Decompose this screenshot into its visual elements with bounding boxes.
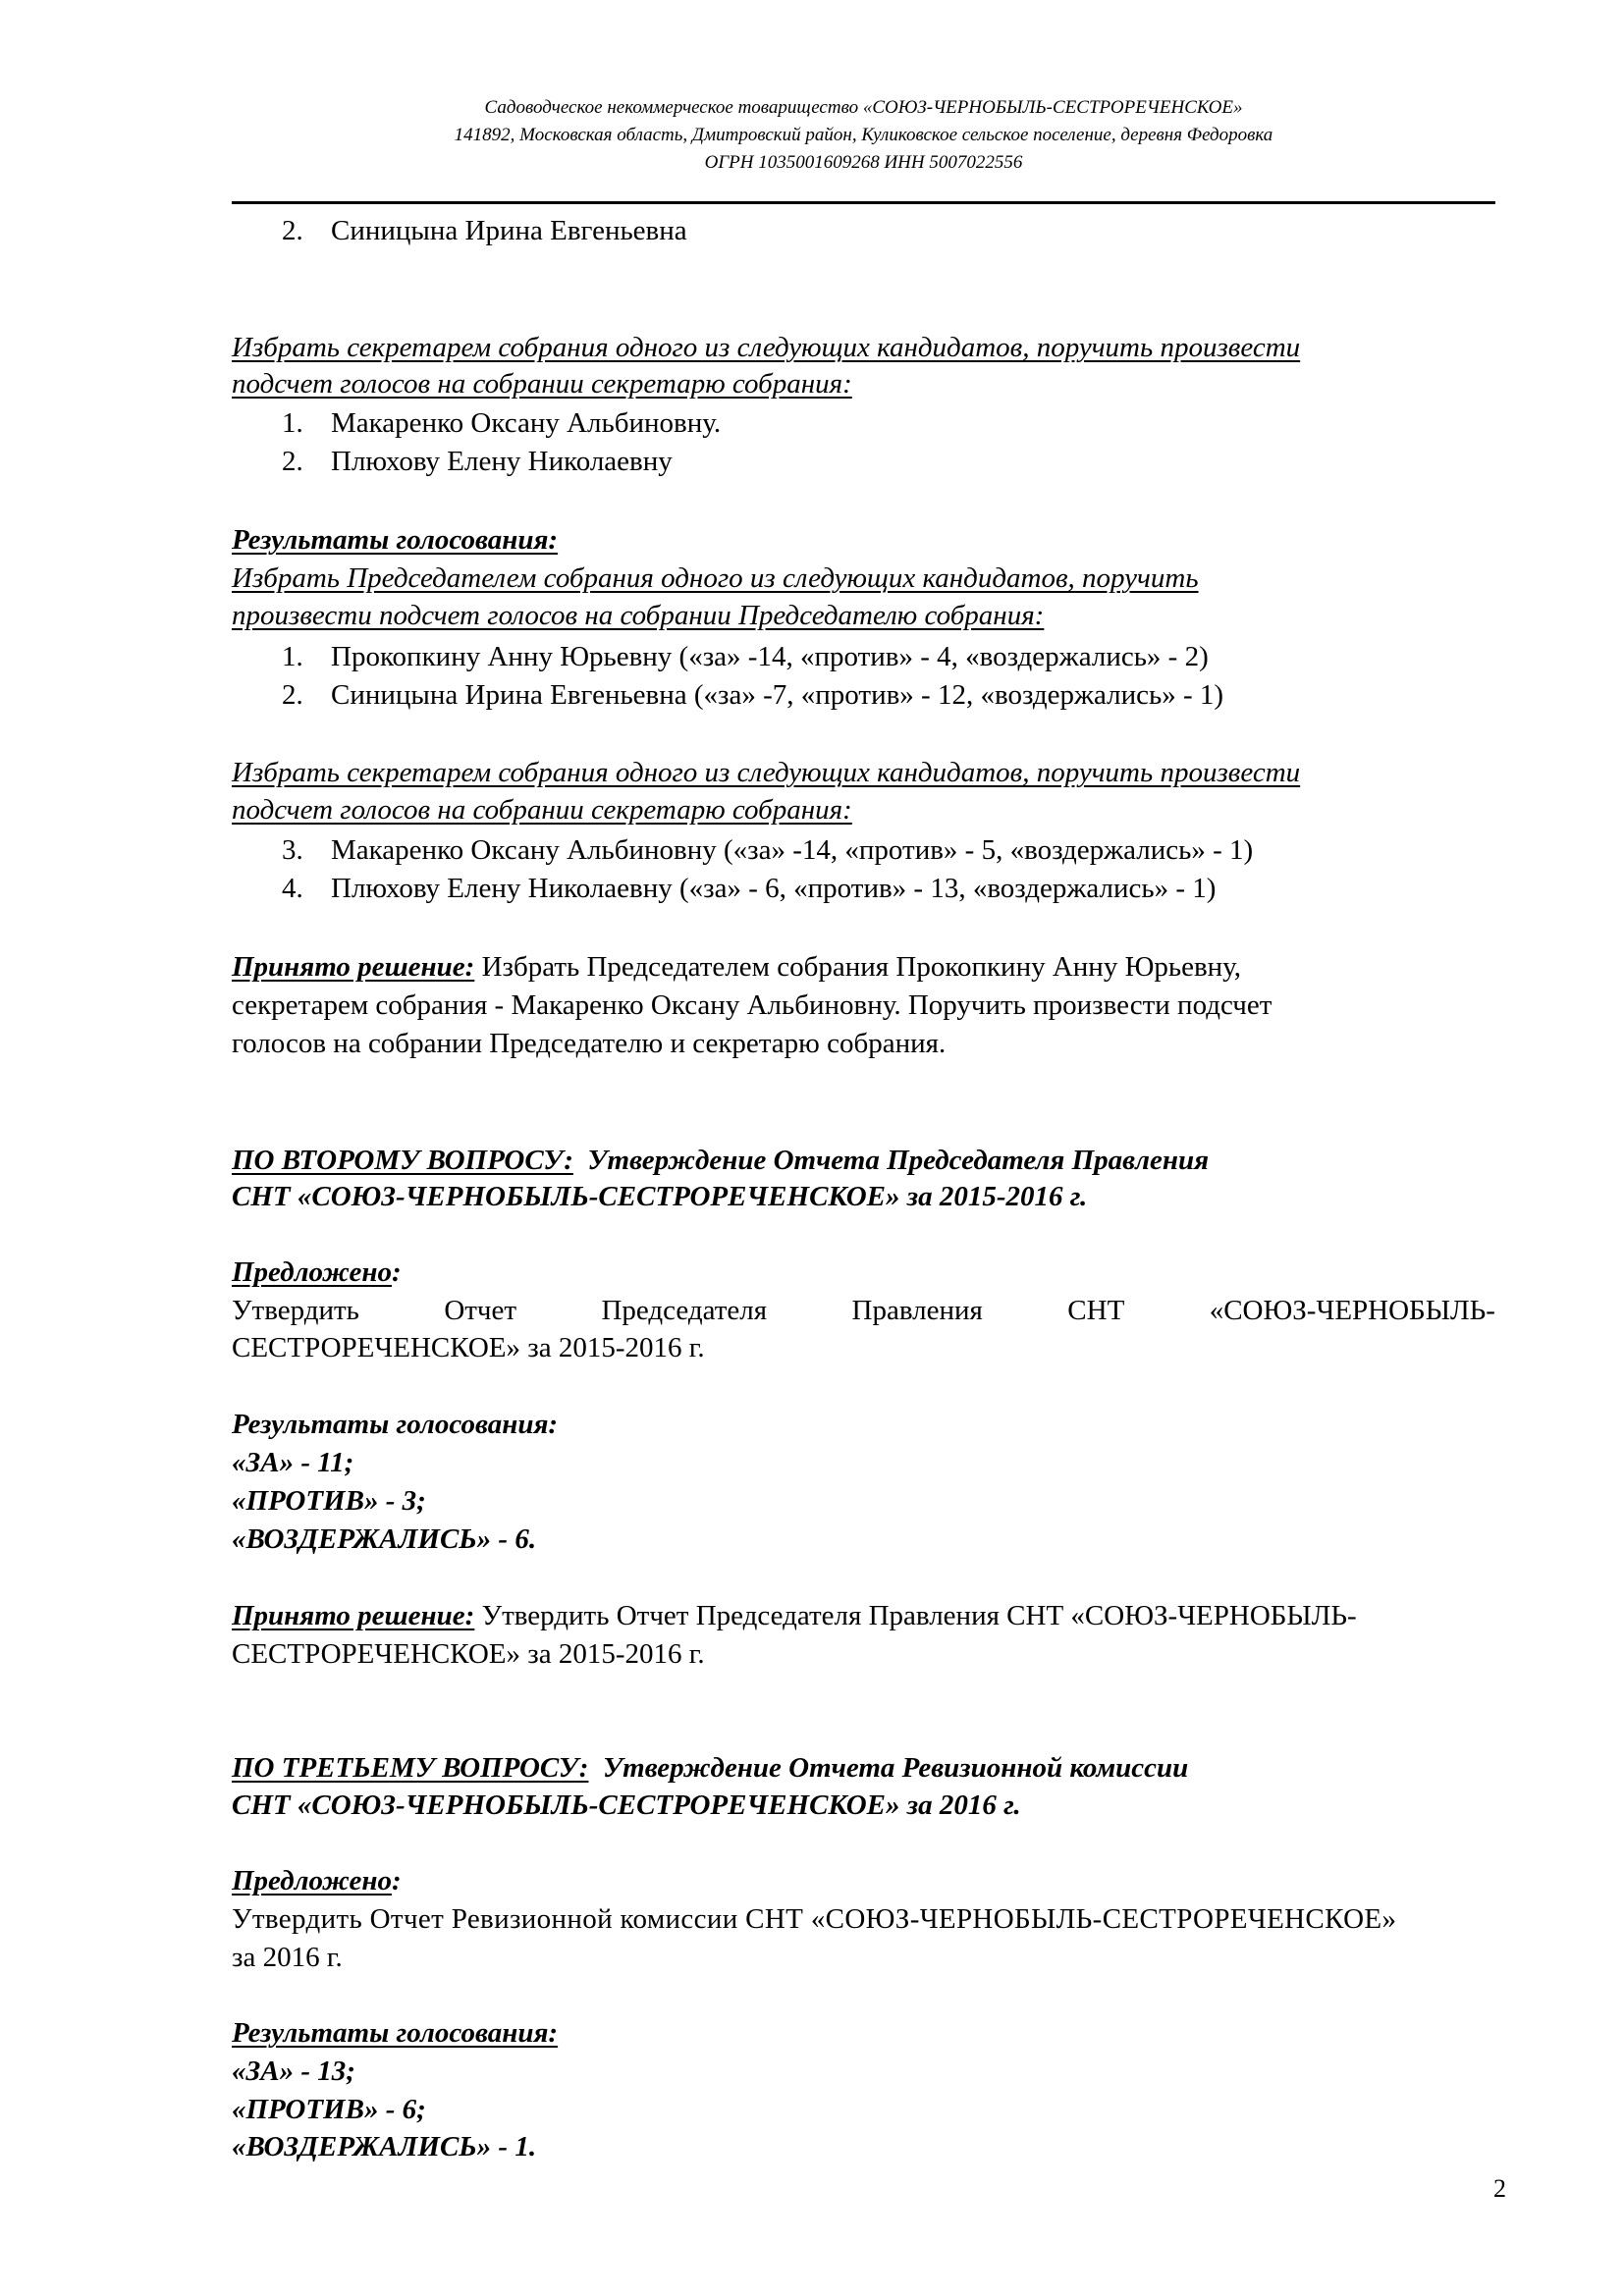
decision-text: Утвердить Отчет Председателя Правления СНТ «СОЮЗ-ЧЕРНОБЫЛЬ- <box>474 1600 1357 1631</box>
header-divider <box>232 201 1495 204</box>
list-item <box>282 831 1253 869</box>
list-item-text: Синицына Ирина Евгеньевна («за» -7, «против» - 12, «воздержались» - 1) <box>331 679 1224 711</box>
proposed-label: Предложено <box>232 1865 392 1896</box>
proposed-word: Отчет <box>444 1295 517 1326</box>
header-org-name: Садоводческое некоммерческое товарищество «СОЮЗ-ЧЕРНОБЫЛЬ-СЕСТРОРЕЧЕНСКОЕ» <box>484 97 1243 118</box>
question-2-proposed-heading <box>232 1254 402 1291</box>
list-item <box>282 404 721 442</box>
list-item <box>282 443 673 480</box>
list-item-text: Макаренко Оксану Альбиновну. <box>331 407 722 439</box>
vote-abstained: «ВОЗДЕРЖАЛИСЬ» - 6. <box>232 1523 537 1555</box>
voting-results-title: Результаты голосования: <box>232 524 559 556</box>
list-item-text: Плюхову Елену Николаевну <box>331 446 673 477</box>
list-item <box>282 676 1223 714</box>
question-2-title: Утверждение Отчета Председателя Правления <box>572 1145 1210 1176</box>
secretary-proposal-heading-1: Избрать секретарем собрания одного из следующих кандидатов, поручить произвести <box>232 332 1301 363</box>
list-item-text: Макаренко Оксану Альбиновну («за» -14, «против» - 5, «воздержались» - 1) <box>331 834 1254 866</box>
vote-abstained: «ВОЗДЕРЖАЛИСЬ» - 1. <box>232 2131 537 2163</box>
proposed-word: Правления <box>851 1295 983 1326</box>
vote-against: «ПРОТИВ» - 3; <box>232 1485 426 1517</box>
header-address: 141892, Московская область, Дмитровский район, Куликовское сельское поселение, деревня Федоровка <box>454 125 1273 145</box>
list-item-number: 4. <box>282 873 303 904</box>
chair-heading-2: произвести подсчет голосов на собрании Председателю собрания: <box>232 600 1045 631</box>
list-item-number: 2. <box>282 215 303 246</box>
question-3-proposed-line-1: Утвердить Отчет Ревизионной комиссии СНТ «СОЮЗ-ЧЕРНОБЫЛЬ-СЕСТРОРЕЧЕНСКОЕ» <box>232 1903 1397 1935</box>
chair-heading-1: Избрать Председателем собрания одного из следующих кандидатов, поручить <box>232 562 1199 594</box>
list-item-text: Прокопкину Анну Юрьевну («за» -14, «против» - 4, «воздержались» - 2) <box>331 641 1209 672</box>
list-item-number: 2. <box>282 679 303 711</box>
question-2-heading-line-2: СНТ «СОЮЗ-ЧЕРНОБЫЛЬ-СЕСТРОРЕЧЕНСКОЕ» за 2015-2016 г. <box>232 1181 1088 1212</box>
list-item-number: 1. <box>282 641 303 672</box>
proposed-label: Предложено <box>232 1256 392 1288</box>
question-3-title: Утверждение Отчета Ревизионной комиссии <box>588 1752 1189 1784</box>
decision-paragraph-line-2: секретарем собрания - Макаренко Оксану Альбиновну. Поручить произвести подсчет <box>232 989 1272 1021</box>
proposed-word: Утвердить <box>232 1295 359 1326</box>
page-number: 2 <box>1493 2174 1506 2203</box>
question-3-results-title: Результаты голосования: <box>232 2017 559 2049</box>
question-3-heading-line-1 <box>232 1749 1188 1787</box>
list-item-text: Плюхову Елену Николаевну («за» - 6, «против» - 13, «воздержались» - 1) <box>331 873 1217 904</box>
question-2-results-title: Результаты голосования: <box>232 1409 559 1440</box>
list-item-number: 1. <box>282 407 303 439</box>
vote-for: «ЗА» - 11; <box>232 1447 354 1478</box>
question-2-proposed-line-2: СЕСТРОРЕЧЕНСКОЕ» за 2015-2016 г. <box>232 1332 705 1363</box>
list-item <box>282 870 1216 907</box>
secretary-heading-2: подсчет голосов на собрании секретарю собрания: <box>232 794 852 826</box>
question-3-proposed-heading <box>232 1862 402 1899</box>
list-item-text: Синицына Ирина Евгеньевна <box>331 215 687 246</box>
decision-text: Избрать Председателем собрания Прокопкину Анну Юрьевну, <box>474 951 1242 983</box>
question-2-decision-line-1 <box>232 1597 1357 1634</box>
question-3-label: ПО ТРЕТЬЕМУ ВОПРОСУ: <box>232 1752 589 1784</box>
proposed-word: «СОЮЗ-ЧЕРНОБЫЛЬ- <box>1209 1295 1495 1326</box>
header-registration-ids: ОГРН 1035001609268 ИНН 5007022556 <box>704 152 1023 173</box>
list-item-number: 2. <box>282 446 303 477</box>
secretary-heading-1: Избрать секретарем собрания одного из следующих кандидатов, поручить произвести <box>232 757 1301 788</box>
decision-label: Принято решение: <box>232 951 475 983</box>
secretary-proposal-heading-2: подсчет голосов на собрании секретарю собрания: <box>232 368 852 400</box>
list-item-number: 3. <box>282 834 303 866</box>
proposed-word: Председателя <box>601 1295 768 1326</box>
question-2-decision-line-2: СЕСТРОРЕЧЕНСКОЕ» за 2015-2016 г. <box>232 1638 705 1670</box>
question-3-heading-line-2: СНТ «СОЮЗ-ЧЕРНОБЫЛЬ-СЕСТРОРЕЧЕНСКОЕ» за 2016 г. <box>232 1789 1021 1821</box>
decision-paragraph-line-1 <box>232 948 1241 986</box>
list-item <box>282 212 687 249</box>
question-2-proposed-line-1 <box>232 1292 1495 1329</box>
question-2-label: ПО ВТОРОМУ ВОПРОСУ: <box>232 1145 573 1176</box>
proposed-colon: : <box>391 1256 402 1288</box>
list-item <box>282 638 1209 675</box>
vote-against: «ПРОТИВ» - 6; <box>232 2094 426 2125</box>
decision-paragraph-line-3: голосов на собрании Председателю и секретарю собрания. <box>232 1028 947 1059</box>
decision-label: Принято решение: <box>232 1600 475 1631</box>
question-2-heading-line-1 <box>232 1142 1209 1179</box>
vote-for: «ЗА» - 13; <box>232 2056 355 2087</box>
question-3-proposed-line-2: за 2016 г. <box>232 1942 343 1973</box>
proposed-word: СНТ <box>1067 1295 1125 1326</box>
proposed-colon: : <box>391 1865 402 1896</box>
